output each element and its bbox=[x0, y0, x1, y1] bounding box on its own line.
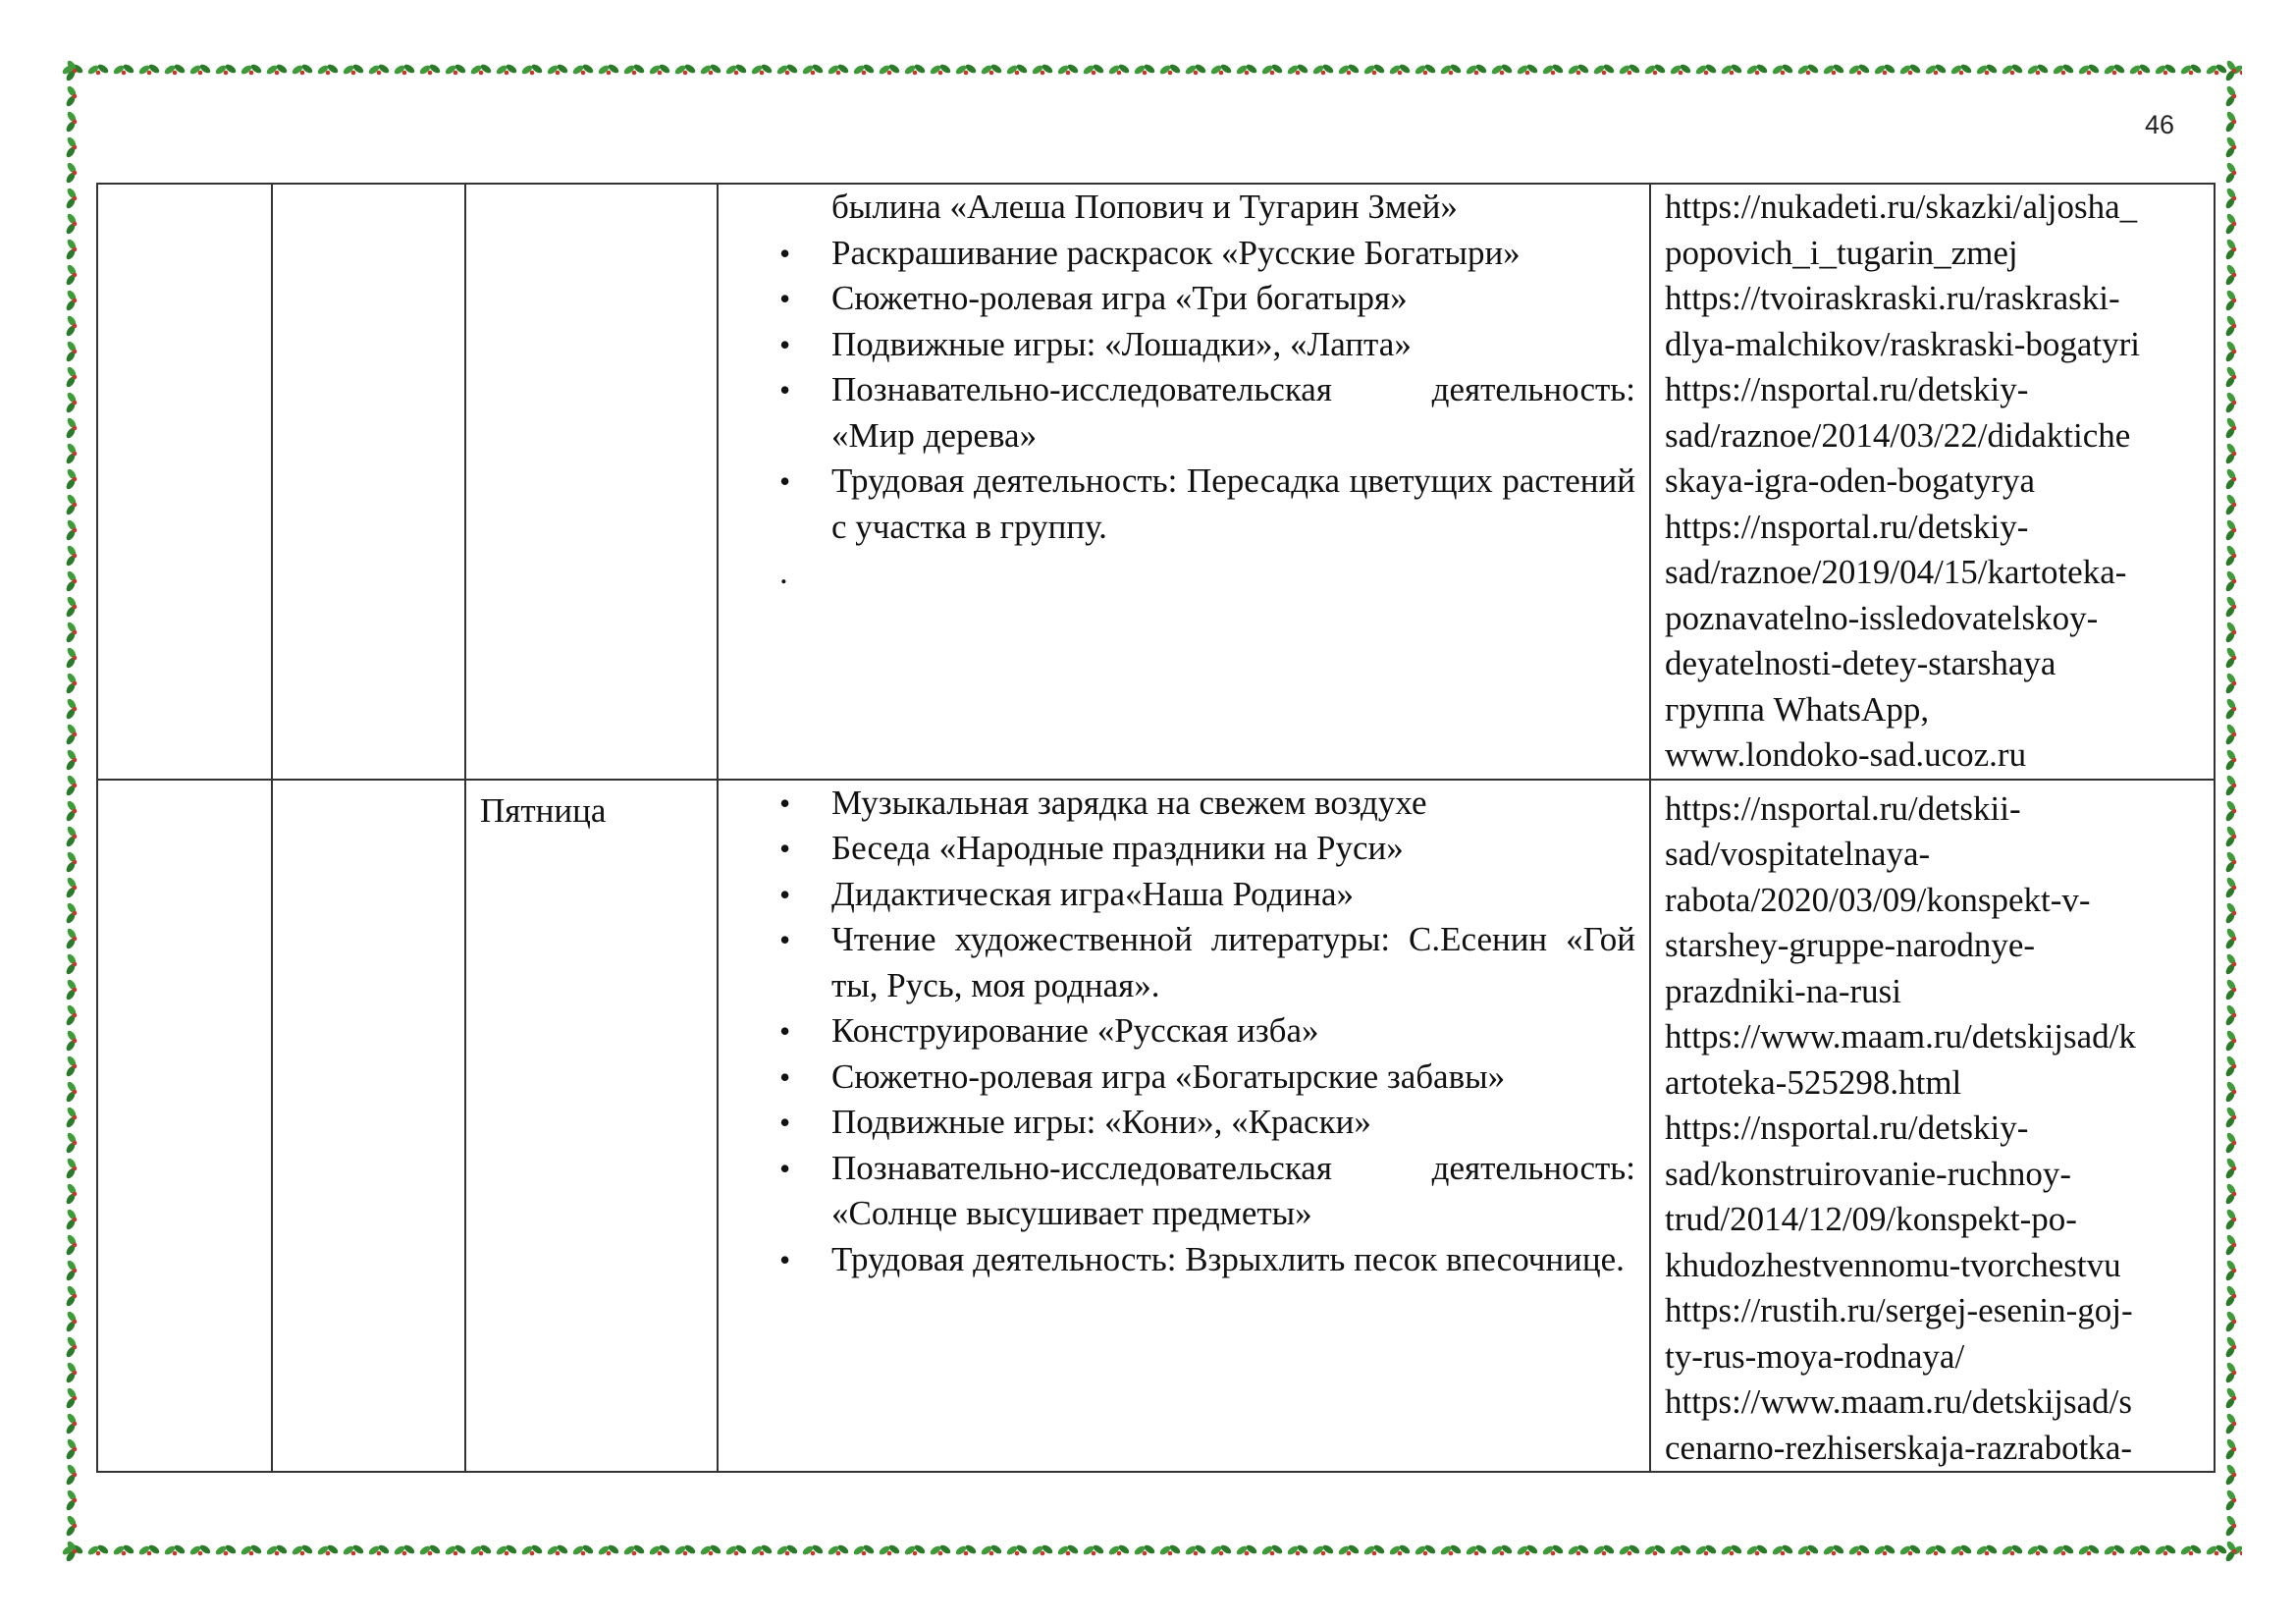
link-text[interactable]: rabota/2020/03/09/konspekt-v- bbox=[1665, 880, 2091, 919]
list-item: • Сюжетно-ролевая игра «Богатырские забавы» bbox=[719, 1055, 1635, 1101]
holly-border-left bbox=[61, 59, 82, 1561]
link-text[interactable]: https://tvoiraskraski.ru/raskraski- bbox=[1665, 279, 2120, 317]
link-text[interactable]: https://nsportal.ru/detskiy- bbox=[1665, 1109, 2029, 1147]
list-item: • Музыкальная зарядка на свежем воздухе bbox=[719, 781, 1635, 827]
list-item: • Познавательно-исследовательская деятельность: «Мир дерева» bbox=[719, 367, 1635, 459]
link-text[interactable]: skaya-igra-oden-bogatyrya bbox=[1665, 461, 2036, 500]
table-cell-empty bbox=[272, 780, 465, 1473]
links-cell bbox=[1650, 780, 2215, 1473]
links-list bbox=[1651, 781, 2214, 1472]
link-text[interactable]: https://rustih.ru/sergej-esenin-goj- bbox=[1665, 1291, 2133, 1329]
link-text[interactable]: www.londoko-sad.ucoz.ru bbox=[1665, 735, 2027, 774]
holly-border-right bbox=[2220, 59, 2242, 1561]
day-cell bbox=[465, 184, 718, 780]
activities-cell bbox=[718, 780, 1650, 1473]
list-item: • Беседа «Народные праздники на Руси» bbox=[719, 826, 1635, 872]
holly-border-bottom bbox=[61, 1540, 2242, 1561]
link-text: группа WhatsApp, bbox=[1665, 689, 1930, 729]
links-cell bbox=[1650, 184, 2215, 780]
list-item: • Трудовая деятельность: Пересадка цветущих растений с участка в группу. bbox=[719, 459, 1635, 550]
activity-plan-table bbox=[96, 183, 2216, 1473]
list-item: • Трудовая деятельность: Взрыхлить песок впесочнице. bbox=[719, 1237, 1635, 1283]
link-text[interactable]: khudozhestvennomu-tvorchestvu bbox=[1665, 1245, 2121, 1284]
table-cell-empty bbox=[272, 184, 465, 780]
links-list bbox=[1651, 185, 2214, 779]
day-label: Пятница bbox=[480, 790, 607, 830]
activities-list bbox=[719, 185, 1649, 596]
link-text[interactable]: https://www.maam.ru/detskijsad/k bbox=[1665, 1017, 2136, 1056]
list-item: • Сюжетно-ролевая игра «Три богатыря» bbox=[719, 276, 1635, 322]
link-text[interactable]: https://nukadeti.ru/skazki/aljosha_ bbox=[1665, 188, 2138, 226]
link-text[interactable]: ty-rus-moya-rodnaya/ bbox=[1665, 1336, 1965, 1376]
list-item: . bbox=[779, 553, 788, 591]
table-cell-empty bbox=[97, 780, 272, 1473]
link-text[interactable]: sad/konstruirovanie-ruchnoy- bbox=[1665, 1154, 2072, 1193]
link-text[interactable]: sad/raznoe/2019/04/15/kartoteka- bbox=[1665, 553, 2127, 591]
holly-border-top bbox=[61, 59, 2242, 81]
page-number: 46 bbox=[2145, 110, 2175, 139]
link-text[interactable]: https://nsportal.ru/detskii- bbox=[1665, 788, 2021, 828]
link-text[interactable]: prazdniki-na-rusi bbox=[1665, 971, 1902, 1010]
list-item: • Чтение художественной литературы: С.Есенин «Гой ты, Русь, моя родная». bbox=[719, 917, 1635, 1008]
link-text[interactable]: popovich_i_tugarin_zmej bbox=[1665, 233, 2018, 272]
day-label bbox=[466, 185, 717, 192]
link-text[interactable]: trud/2014/12/09/konspekt-po- bbox=[1665, 1200, 2077, 1238]
list-item: • Конструирование «Русская изба» bbox=[719, 1008, 1635, 1055]
link-text[interactable]: poznavatelno-issledovatelskoy- bbox=[1665, 598, 2099, 637]
list-item: • Подвижные игры: «Лошадки», «Лапта» bbox=[719, 322, 1635, 368]
link-text[interactable]: cenarno-rezhiserskaja-razrabotka- bbox=[1665, 1428, 2133, 1467]
link-text[interactable]: sad/raznoe/2014/03/22/didaktiche bbox=[1665, 415, 2131, 455]
activities-cell bbox=[718, 184, 1650, 780]
table-row bbox=[97, 184, 2215, 780]
list-item: • Дидактическая игра«Наша Родина» bbox=[719, 872, 1635, 918]
link-text[interactable]: https://nsportal.ru/detskiy- bbox=[1665, 370, 2029, 408]
link-text[interactable]: dlya-malchikov/raskraski-bogatyri bbox=[1665, 324, 2141, 363]
table-cell-empty bbox=[97, 184, 272, 780]
link-text[interactable]: artoteka-525298.html bbox=[1665, 1062, 1962, 1102]
link-text[interactable]: starshey-gruppe-narodnye- bbox=[1665, 926, 2036, 964]
list-item: • Подвижные игры: «Кони», «Краски» bbox=[719, 1100, 1635, 1146]
activities-list bbox=[719, 781, 1649, 1283]
table-row bbox=[97, 780, 2215, 1473]
list-item: • Познавательно-исследовательская деятельность: «Солнце высушивает предметы» bbox=[719, 1146, 1635, 1237]
link-text[interactable]: https://nsportal.ru/detskiy- bbox=[1665, 507, 2029, 546]
list-item: • Раскрашивание раскрасок «Русские Богатыри» bbox=[719, 231, 1635, 277]
link-text[interactable]: sad/vospitatelnaya- bbox=[1665, 835, 1931, 873]
list-item: былина «Алеша Попович и Тугарин Змей» bbox=[831, 188, 1458, 226]
day-cell bbox=[465, 780, 718, 1473]
link-text[interactable]: deyatelnosti-detey-starshaya bbox=[1665, 644, 2056, 682]
link-text[interactable]: https://www.maam.ru/detskijsad/s bbox=[1665, 1382, 2133, 1421]
